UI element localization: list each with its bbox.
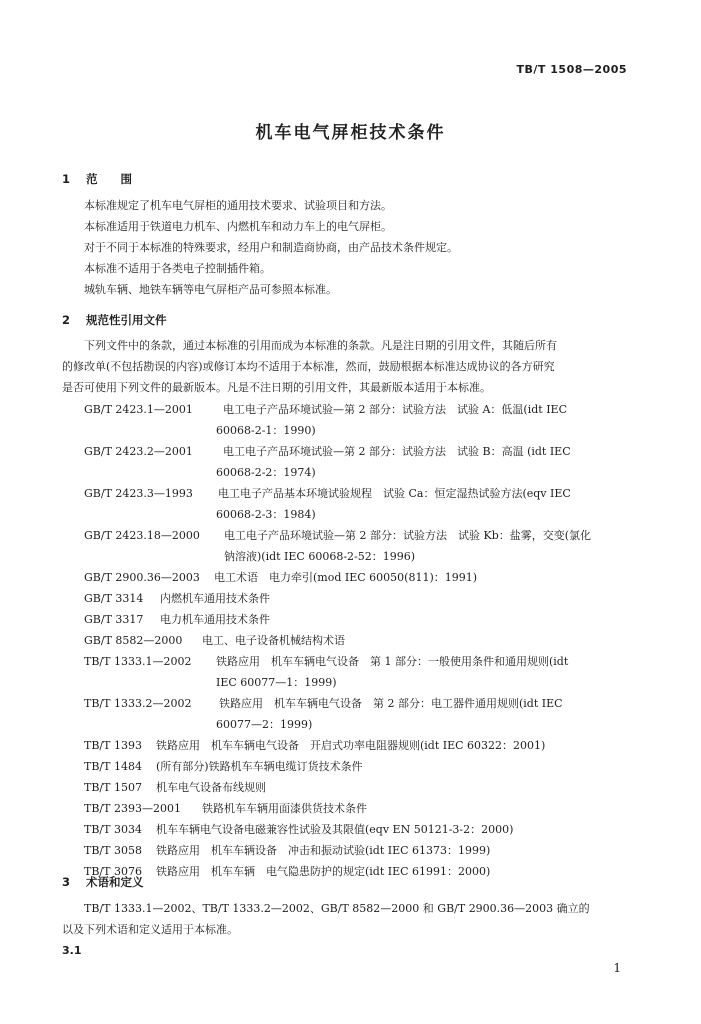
normative-intro-line: 的修改单(不包括勘误的内容)或修订本均不适用于本标准，然而，鼓励根据本标准达成协议的各方研究 — [62, 360, 555, 373]
reference-item — [84, 570, 478, 586]
section-title: 规范性引用文件 — [86, 313, 167, 327]
subsection-number: 3.1 — [62, 944, 82, 957]
reference-item — [84, 486, 571, 502]
reference-item — [84, 822, 514, 838]
reference-item — [84, 780, 266, 796]
section-heading-normative — [62, 312, 167, 328]
reference-code: TB/T 1484 — [84, 760, 142, 773]
section-title: 范 围 — [86, 172, 133, 186]
reference-item — [84, 801, 367, 817]
reference-item — [84, 843, 491, 859]
reference-title: 内燃机车通用技术条件 — [160, 592, 270, 605]
reference-title-continued: IEC 60077—1：1999) — [216, 676, 337, 689]
reference-title: 电工电子产品基本环境试验规程 试验 Ca：恒定湿热试验方法(eqv IEC — [218, 487, 571, 500]
scope-line: 本标准不适用于各类电子控制插件箱。 — [84, 262, 271, 275]
reference-title-continued: 60077—2：1999) — [216, 718, 313, 731]
reference-code: GB/T 3317 — [84, 613, 144, 626]
reference-item — [84, 612, 270, 628]
reference-title-continued: 钠溶液)(idt IEC 60068-2-52：1996) — [224, 550, 416, 563]
reference-title: 电工电子产品环境试验—第 2 部分：试验方法 试验 A：低温(idt IEC — [223, 403, 567, 416]
section-number: 2 — [62, 313, 71, 327]
reference-code: TB/T 3076 — [84, 865, 142, 878]
scope-line: 城轨车辆、地铁车辆等电气屏柜产品可参照本标准。 — [84, 283, 337, 296]
reference-code: TB/T 1333.1—2002 — [84, 655, 192, 668]
terms-intro-line: TB/T 1333.1—2002、TB/T 1333.2—2002、GB/T 8582—2000 和 GB/T 2900.36—2003 确立的 — [84, 902, 590, 915]
scope-line: 对于不同于本标准的特殊要求，经用户和制造商协商，由产品技术条件规定。 — [84, 241, 458, 254]
reference-title: 铁路应用 机车车辆电气设备 第 1 部分：一般使用条件和通用规则(idt — [216, 655, 569, 668]
terms-intro-line: 以及下列术语和定义适用于本标准。 — [62, 923, 238, 936]
section-number: 3 — [62, 875, 71, 889]
scope-line: 本标准规定了机车电气屏柜的通用技术要求、试验项目和方法。 — [84, 199, 392, 212]
reference-code: GB/T 2900.36—2003 — [84, 571, 200, 584]
reference-title: 铁路应用 机车车辆设备 冲击和振动试验(idt IEC 61373：1999) — [156, 844, 491, 857]
page-number: 1 — [613, 961, 621, 975]
reference-code: TB/T 1393 — [84, 739, 142, 752]
reference-code: GB/T 2423.2—2001 — [84, 445, 193, 458]
reference-item — [84, 738, 546, 754]
reference-title: 电工、电子设备机械结构术语 — [202, 634, 345, 647]
reference-code: TB/T 3034 — [84, 823, 142, 836]
reference-item — [84, 591, 270, 607]
reference-code: GB/T 2423.18—2000 — [84, 529, 200, 542]
reference-item — [84, 444, 571, 460]
reference-title: 机车车辆电气设备电磁兼容性试验及其限值(eqv EN 50121-3-2：2000) — [156, 823, 514, 836]
document-title: 机车电气屏柜技术条件 — [255, 123, 446, 143]
reference-item — [84, 654, 569, 670]
reference-item — [84, 402, 567, 418]
reference-title: 机车电气设备布线规则 — [156, 781, 266, 794]
reference-item — [84, 633, 345, 649]
reference-item — [84, 696, 563, 712]
reference-code: TB/T 1333.2—2002 — [84, 697, 192, 710]
reference-code: TB/T 2393—2001 — [84, 802, 181, 815]
reference-title: 铁路应用 机车车辆 电气隐患防护的规定(idt IEC 61991：2000) — [156, 865, 491, 878]
section-heading-scope — [62, 171, 132, 187]
reference-code: GB/T 2423.3—1993 — [84, 487, 193, 500]
reference-code: TB/T 3058 — [84, 844, 142, 857]
reference-code: TB/T 1507 — [84, 781, 142, 794]
reference-title: 电工术语 电力牵引(mod IEC 60050(811)：1991) — [214, 571, 478, 584]
reference-title-continued: 60068-2-2：1974) — [216, 466, 316, 479]
section-title: 术语和定义 — [86, 875, 144, 889]
reference-item — [84, 528, 592, 544]
reference-title-continued: 60068-2-1：1990) — [216, 424, 316, 437]
reference-item — [84, 759, 363, 775]
reference-title: 铁路应用 机车车辆电气设备 第 2 部分：电工器件通用规则(idt IEC — [219, 697, 563, 710]
section-heading-terms — [62, 874, 144, 890]
reference-code: GB/T 2423.1—2001 — [84, 403, 193, 416]
standard-number: TB/T 1508—2005 — [516, 63, 627, 76]
reference-code: GB/T 3314 — [84, 592, 144, 605]
reference-title: 铁路机车车辆用面漆供货技术条件 — [202, 802, 367, 815]
reference-title-continued: 60068-2-3：1984) — [216, 508, 316, 521]
reference-code: GB/T 8582—2000 — [84, 634, 183, 647]
reference-title: 电工电子产品环境试验—第 2 部分：试验方法 试验 Kb：盐雾，交变(氯化 — [224, 529, 592, 542]
reference-title: 电力机车通用技术条件 — [160, 613, 270, 626]
normative-intro-line: 是否可使用下列文件的最新版本。凡是不注日期的引用文件，其最新版本适用于本标准。 — [62, 381, 491, 394]
normative-intro-line: 下列文件中的条款，通过本标准的引用而成为本标准的条款。凡是注日期的引用文件，其随后所有 — [84, 339, 557, 352]
scope-line: 本标准适用于铁道电力机车、内燃机车和动力车上的电气屏柜。 — [84, 220, 392, 233]
reference-title: 电工电子产品环境试验—第 2 部分：试验方法 试验 B：高温 (idt IEC — [223, 445, 571, 458]
reference-title: 铁路应用 机车车辆电气设备 开启式功率电阻器规则(idt IEC 60322：2001) — [156, 739, 546, 752]
section-number: 1 — [62, 172, 71, 186]
reference-title: (所有部分)铁路机车车辆电缆订货技术条件 — [156, 760, 363, 773]
